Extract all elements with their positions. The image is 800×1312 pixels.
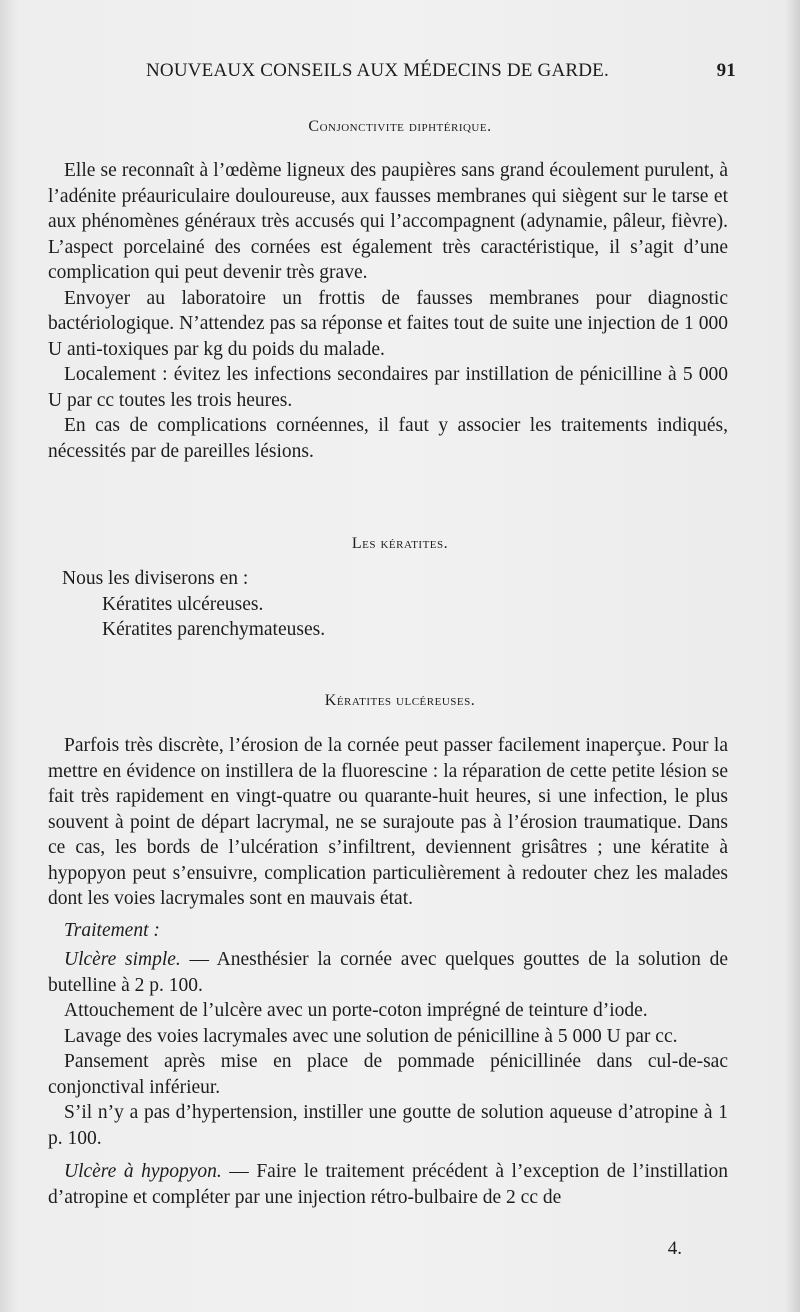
list-intro: Nous les diviserons en : [62,568,249,589]
section-title-conjonctivite: Conjonctivite diphtérique. [308,118,492,135]
paragraph: Elle se reconnaît à l’œdème ligneux des paupières sans grand écoulement purulent, à l’adénite préauriculaire douloureuse, aux fausses membranes qui siègent sur le tarse et aux phénomènes généraux très accusés qui l’accompagnent (adynamie, pâleur, fièvre). L’aspect porcelainé des cornées est également très caractéristique, il s’agit d’une complication qui peut devenir très grave. [48,160,728,283]
traitement-label: Traitement : [64,919,160,941]
section-title-ulcereuses: Kératites ulcéreuses. [324,692,476,709]
hypopyon-label: Ulcère à hypopyon. [64,1161,222,1182]
ulcereuses-body [48,733,728,1210]
keratites-list [62,566,325,643]
list-item: Kératites ulcéreuses. [102,593,264,615]
signature-mark: 4. [667,1238,682,1259]
section-title-keratites: Les kératites. [351,535,449,552]
treatment-step: Attouchement de l’ulcère avec un porte-coton imprégné de teinture d’iode. [64,1000,648,1021]
paragraph: Parfois très discrète, l’érosion de la cornée peut passer facilement inaperçue. Pour la mettre en évidence on instillera de la fluorescine : la réparation de cette petite lésion se fait très rapidement en vingt-quatre ou quarante-huit heures, si une infection, le plus souvent à point de départ lacrymal, ne se surajoute pas à l’érosion traumatique. Dans ce cas, les bords de l’ulcération s’infiltrent, deviennent grisâtres ; une kératite à hypopyon peut s’ensuivre, complication particulièrement à redouter chez les malades dont les voies lacrymales sont en mauvais état. [48,735,728,909]
treatment-step: Lavage des voies lacrymales avec une solution de pénicilline à 5 000 U par cc. [64,1025,678,1047]
hypopyon-paragraph [48,1159,728,1210]
ulcere-simple-text: — Anesthésier la cornée avec quelques gouttes de la solution de butelline à 2 p. 100. [48,949,728,996]
paragraph: Envoyer au laboratoire un frottis de fausses membranes pour diagnostic bactériologique. N’attendez pas sa réponse et faites tout de suite une injection de 1 000 U anti-toxiques par kg du poids du malade. [48,287,728,360]
paragraph: En cas de complications cornéennes, il faut y associer les traitements indiqués, nécessités par de pareilles lésions. [48,415,728,462]
conjonctivite-body [48,158,728,464]
ulcere-simple-label: Ulcère simple. [64,949,181,970]
paragraph: Localement : évitez les infections secondaires par instillation de pénicilline à 5 000 U par cc toutes les trois heures. [48,364,728,411]
treatment-step: Pansement après mise en place de pommade pénicillinée dans cul-de-sac conjonctival inférieur. [48,1051,728,1098]
ulcere-simple-paragraph [48,947,728,998]
page-number: 91 [716,60,736,81]
hypopyon-text: — Faire le traitement précédent à l’exception de l’instillation d’atropine et compléter par une injection rétro-bulbaire de 2 cc de [48,1161,728,1208]
header-title: NOUVEAUX CONSEILS AUX MÉDECINS DE GARDE. [146,60,609,81]
running-header [146,60,736,82]
treatment-step: S’il n’y a pas d’hypertension, instiller une goutte de solution aqueuse d’atropine à 1 p. 100. [48,1102,728,1149]
list-item: Kératites parenchymateuses. [102,619,326,640]
